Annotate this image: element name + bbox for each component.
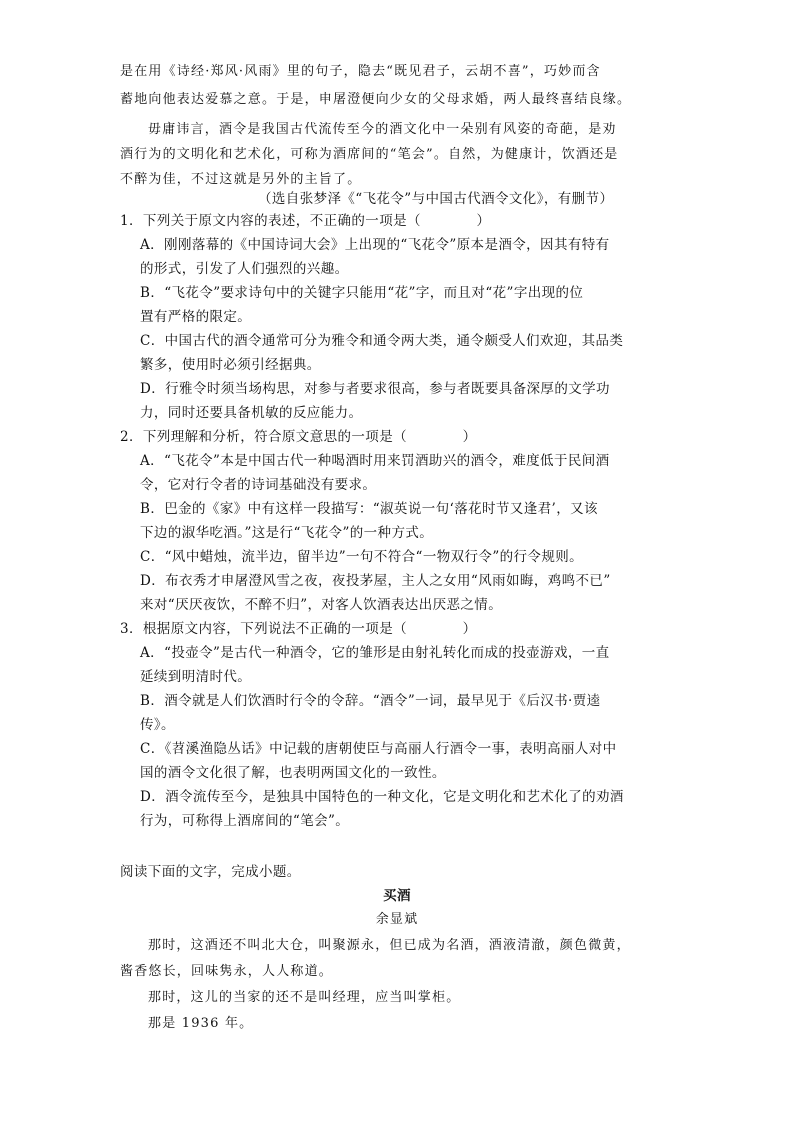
question-stem: 1．下列关于原文内容的表述，不正确的一项是（ ）: [120, 213, 491, 229]
option-d-cont: 行为，可称得上酒席间的“笔会”。: [140, 813, 350, 829]
passage1-line: 蓄地向他表达爱慕之意。于是，申屠澄便向少女的父母求婚，两人最终喜结良缘。: [120, 92, 632, 107]
option-d: D．酒令流传至今，是独具中国特色的一种文化，它是文明化和艺术化了的劝酒: [140, 789, 624, 805]
option-c: C．“风中蜡烛，流半边，留半边”一句不符合“一物双行令”的行令规则。: [140, 549, 584, 565]
option-d-cont: 力，同时还要具备机敏的反应能力。: [140, 405, 363, 421]
article-paragraph: 那是 1936 年。: [148, 1016, 254, 1031]
option-c: C．中国古代的酒令通常可分为雅令和通令两大类，通令颇受人们欢迎，其品类: [140, 333, 624, 349]
passage1-line: 不醉为佳，不过这就是另外的主旨了。: [120, 172, 362, 187]
reading-instruction: 阅读下面的文字，完成小题。: [120, 864, 301, 880]
option-c-cont: 繁多，使用时必须引经据典。: [140, 357, 321, 373]
option-d: D．行雅令时须当场构思，对参与者要求很高，参与者既要具备深厚的文学功: [140, 381, 610, 397]
option-d-cont: 来对“厌厌夜饮，不醉不归”，对客人饮酒表达出厌恶之情。: [140, 597, 503, 613]
article-paragraph-cont: 酱香悠长，回味隽永，人人称道。: [120, 964, 334, 979]
option-b-cont: 下边的淑华吃酒。”这是行“飞花令”的一种方式。: [140, 525, 434, 541]
option-b-cont: 传》。: [140, 717, 175, 733]
question-stem: 3．根据原文内容，下列说法不正确的一项是（ ）: [120, 621, 477, 637]
option-d: D．布衣秀才申屠澄风雪之夜，夜投茅屋，主人之女用“风雨如晦，鸡鸣不已”: [140, 573, 611, 589]
passage1-line: 酒行为的文明化和艺术化，可称为酒席间的“笔会”。自然，为健康计，饮酒还是: [120, 147, 619, 162]
option-b: B．“飞花令”要求诗句中的关键字只能用“花”字，而且对“花”字出现的位: [140, 285, 584, 301]
option-a-cont: 的形式，引发了人们强烈的兴趣。: [140, 261, 349, 277]
question-stem: 2．下列理解和分析，符合原文意思的一项是（ ）: [120, 429, 477, 445]
article-title: 买酒: [383, 888, 411, 904]
passage1-line: 毋庸讳言，酒令是我国古代流传至今的酒文化中一朵别有风姿的奇葩，是劝: [148, 122, 617, 137]
option-a-cont: 延续到明清时代。: [140, 669, 252, 685]
option-b: B．巴金的《家》中有这样一段描写：“淑英说一句‘落花时节又逢君’，又该: [140, 501, 598, 517]
option-a-cont: 令，它对行令者的诗词基础没有要求。: [140, 477, 377, 493]
passage1-line: 是在用《诗经·郑风·风雨》里的句子，隐去“既见君子，云胡不喜”，巧妙而含: [120, 64, 601, 79]
article-author: 余显斌: [375, 912, 419, 927]
option-a: A．刚刚落幕的《中国诗词大会》上出现的“飞花令”原本是酒令，因其有特有: [140, 237, 610, 253]
option-b: B．酒令就是人们饮酒时行令的令辞。“酒令”一词，最早见于《后汉书·贾逵: [140, 693, 601, 709]
option-a: A．“投壶令”是古代一种酒令，它的雏形是由射礼转化而成的投壶游戏，一直: [140, 645, 610, 661]
option-c-cont: 国的酒令文化很了解，也表明两国文化的一致性。: [140, 765, 446, 781]
option-b-cont: 置有严格的限定。: [140, 309, 252, 325]
option-a: A．“飞花令”本是中国古代一种喝酒时用来罚酒助兴的酒令，难度低于民间酒: [140, 453, 610, 469]
article-paragraph: 那时，这儿的当家的还不是叫经理，应当叫掌柜。: [148, 990, 461, 1005]
option-c: C．《苕溪渔隐丛话》中记载的唐朝使臣与高丽人行酒令一事，表明高丽人对中: [140, 741, 617, 757]
article-paragraph: 那时，这酒还不叫北大仓，叫聚源永，但已成为名酒，酒液清澈，颜色微黄，: [148, 938, 631, 953]
source-citation: （选自张梦泽《“飞花令”与中国古代酒令文化》，有删节）: [258, 191, 614, 207]
